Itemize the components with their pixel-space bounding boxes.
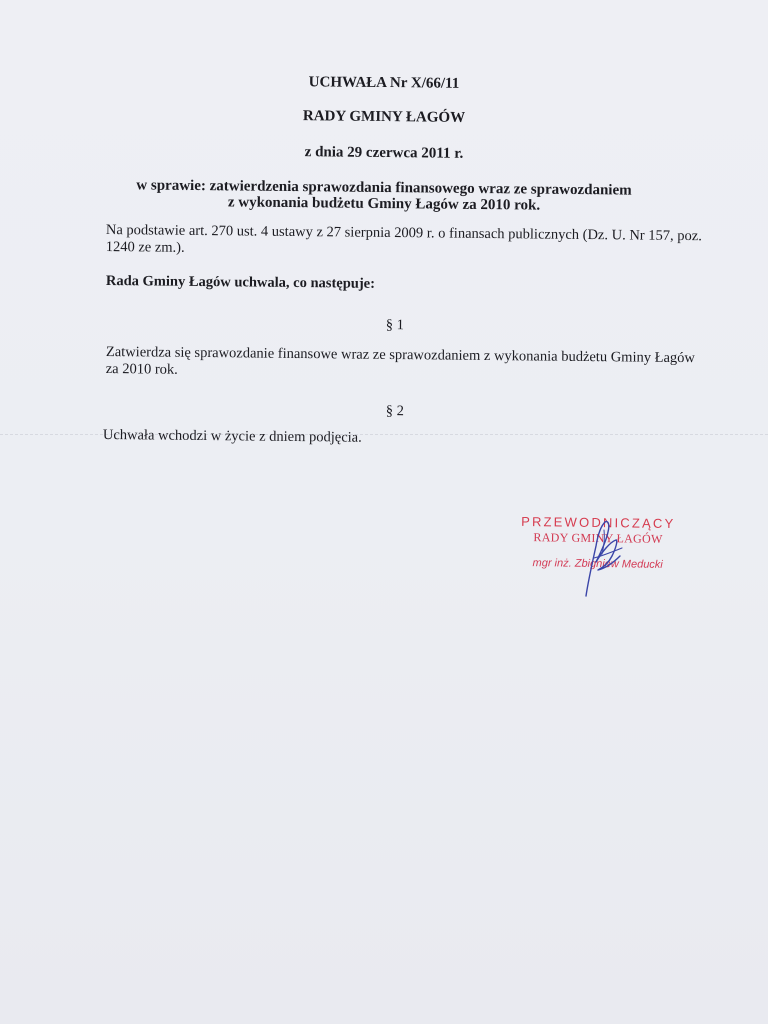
council-name: RADY GMINY ŁAGÓW <box>302 108 466 126</box>
section-2-text: Uchwała wchodzi w życie z dniem podjęcia. <box>102 427 362 446</box>
stamp-title: PRZEWODNICZĄCY <box>521 513 676 532</box>
stamp-name: mgr inż. Zbigniew Meducki <box>532 557 663 571</box>
resolution-statement: Rada Gminy Łagów uchwala, co następuje: <box>105 273 376 292</box>
section-1-text: Zatwierdza się sprawozdanie finansowe wraz ze sprawozdaniem z wykonania budżetu Gminy Łagów za 2010 rok. <box>105 344 696 378</box>
resolution-title: UCHWAŁA Nr X/66/11 <box>308 74 460 92</box>
resolution-date: z dnia 29 czerwca 2011 r. <box>304 144 464 162</box>
subject-line-1: w sprawie: zatwierdzenia sprawozdania finansowego wraz ze sprawozdaniem <box>136 177 632 199</box>
section-1-mark: § 1 <box>385 317 405 334</box>
section-2-mark: § 2 <box>385 403 405 420</box>
legal-basis-paragraph: Na podstawie art. 270 ust. 4 ustawy z 27 sierpnia 2009 r. o finansach publicznych (Dz. U. Nr 157, poz. 1240 ze zm.). <box>105 222 702 256</box>
stamp-organization: RADY GMINY ŁAGÓW <box>533 530 663 546</box>
subject-line-2: z wykonania budżetu Gminy Łagów za 2010 rok. <box>227 194 541 214</box>
handwritten-signature <box>572 512 642 602</box>
